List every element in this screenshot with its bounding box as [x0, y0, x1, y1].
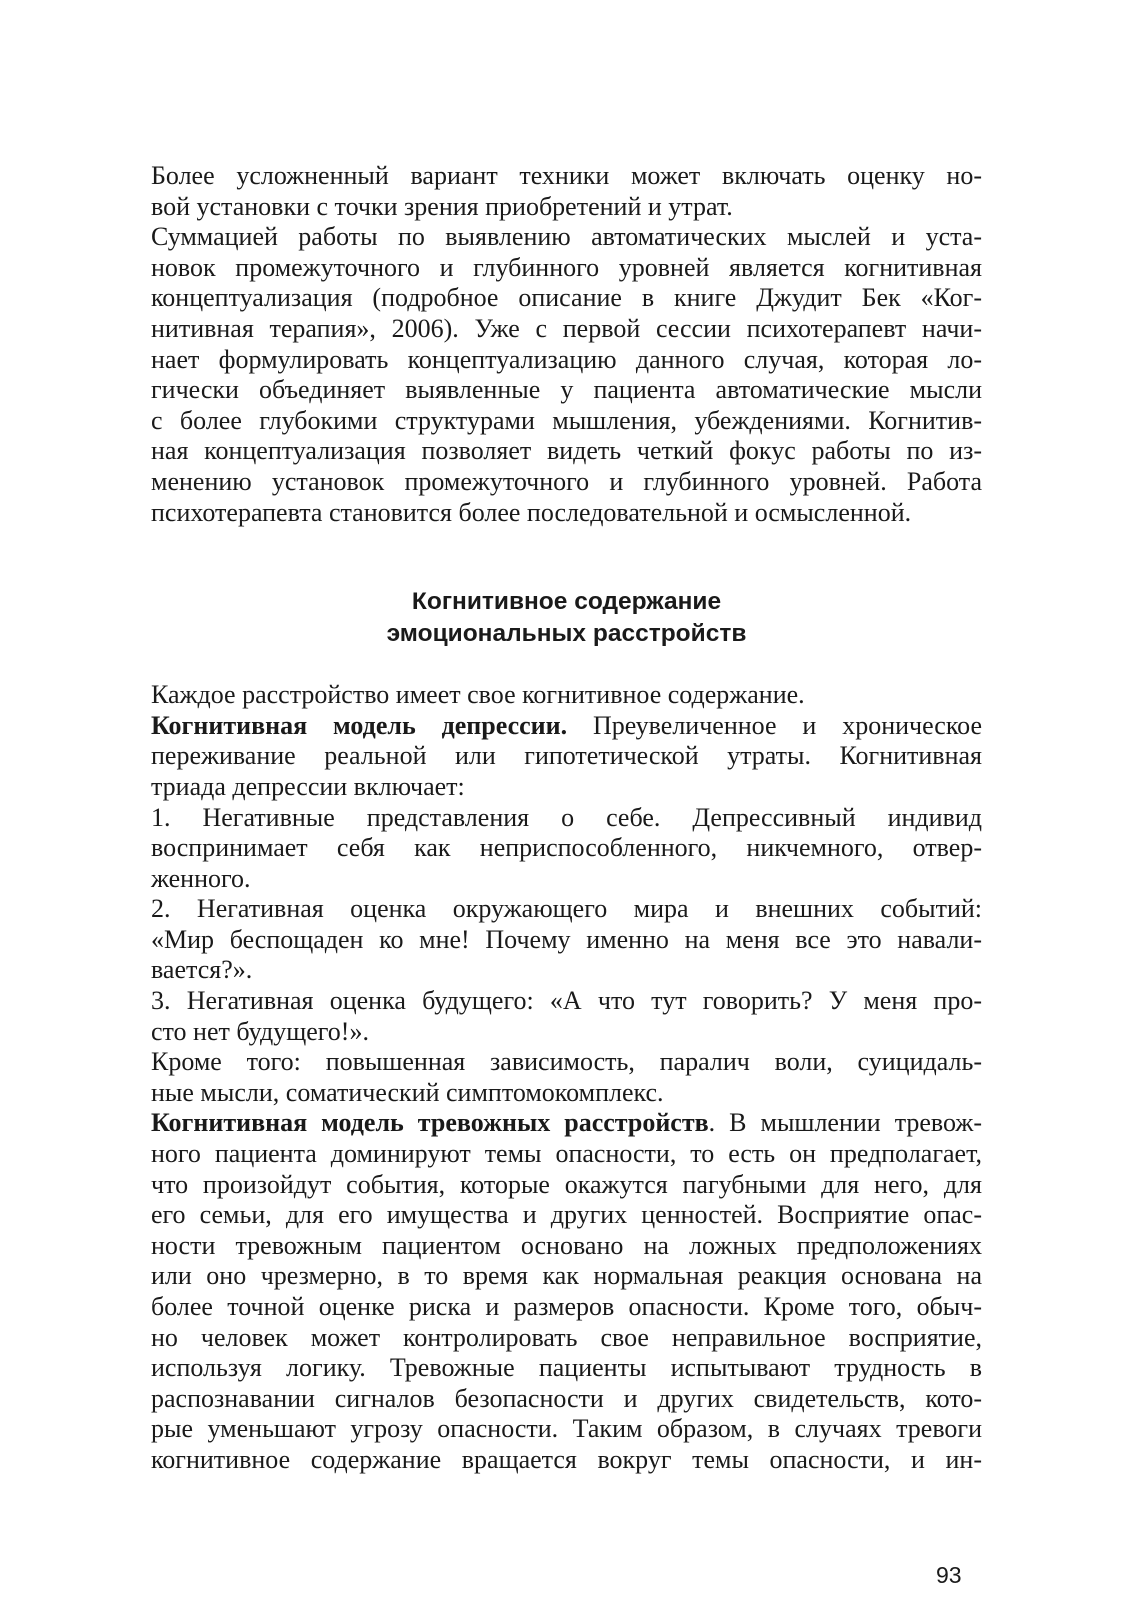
text-line: триада депрессии включает: — [151, 771, 465, 801]
text-line: Кроме того: повышенная зависимость, паралич воли, суицидаль- — [151, 1047, 982, 1077]
text-line: «Мир беспощаден ко мне! Почему именно на меня все это навали- — [151, 924, 982, 954]
list-item-self — [151, 803, 982, 895]
text-line: ного пациента доминируют темы опасности, то есть он предполагает, — [151, 1139, 982, 1169]
text-line: ности тревожным пациентом основано на ложных предположениях — [151, 1230, 982, 1260]
text-line: воспринимает себя как неприспособленного, никчемного, отвер- — [151, 833, 982, 863]
paragraph-intro — [151, 680, 982, 711]
paragraph-technique-variant — [151, 161, 982, 222]
text-line: или оно чрезмерно, в то время как нормальная реакция основана на — [151, 1261, 982, 1291]
text-line: его семьи, для его имущества и других ценностей. Восприятие опас- — [151, 1200, 982, 1230]
text-line: сто нет будущего!». — [151, 1016, 369, 1046]
text-line: менению установок промежуточного и глубинного уровней. Работа — [151, 466, 982, 496]
text-line: гически объединяет выявленные у пациента автоматические мысли — [151, 375, 982, 405]
text-line: но человек может контролировать свое неправильное восприятие, — [151, 1322, 982, 1352]
paragraph-depression-model — [151, 711, 982, 803]
text-line: распознавании сигналов безопасности и других свидетельств, кото- — [151, 1383, 982, 1413]
section-heading-line: Когнитивное содержание — [411, 588, 722, 616]
text-line: женного. — [151, 863, 251, 893]
anxiety-model-term: Когнитивная модель тревожных расстройств — [151, 1108, 709, 1138]
section-heading-line: эмоциональных расстройств — [386, 620, 747, 648]
list-item-future — [151, 986, 982, 1047]
text-line: Более усложненный вариант техники может включать оценку но- — [151, 161, 982, 190]
text-fragment: . В мышлении тревож- — [708, 1108, 982, 1138]
text-line: с более глубокими структурами мышления, убеждениями. Когнитив- — [151, 405, 982, 435]
paragraph-conceptualization — [151, 222, 982, 528]
text-line: Суммацией работы по выявлению автоматических мыслей и уста- — [151, 222, 982, 252]
text-line: нитивная терапия», 2006). Уже с первой сессии психотерапевт начи- — [151, 313, 982, 343]
paragraph-anxiety-model — [151, 1108, 982, 1475]
text-line: вой установки с точки зрения приобретений и утрат. — [151, 191, 733, 221]
text-line: нает формулировать концептуализацию данного случая, которая ло- — [151, 344, 982, 374]
text-line: более точной оценке риска и размеров опасности. Кроме того, обыч- — [151, 1292, 982, 1321]
text-line: 2. Негативная оценка окружающего мира и внешних событий: — [151, 894, 982, 924]
text-line: что произойдут события, которые окажутся пагубными для него, для — [151, 1169, 982, 1199]
text-line: рые уменьшают угрозу опасности. Таким образом, в случаях тревоги — [151, 1414, 982, 1444]
text-fragment: Преувеличенное и хроническое — [567, 710, 982, 740]
text-line: психотерапевта становится более последовательной и осмысленной. — [151, 497, 912, 527]
list-item-world — [151, 894, 982, 986]
page-content — [151, 161, 982, 1476]
text-line: 3. Негативная оценка будущего: «А что тут говорить? У меня про- — [151, 986, 982, 1016]
text-line: вается?». — [151, 955, 253, 985]
depression-model-term: Когнитивная модель депрессии. — [151, 710, 568, 740]
text-line: концептуализация (подробное описание в книге Джудит Бек «Ког- — [151, 283, 982, 313]
text-line — [151, 1108, 982, 1139]
text-line — [151, 711, 982, 742]
text-line: Каждое расстройство имеет свое когнитивное содержание. — [151, 680, 805, 710]
section-heading — [151, 586, 982, 650]
text-line: переживание реальной или гипотетической утраты. Когнитивная — [151, 741, 982, 771]
text-line: когнитивное содержание вращается вокруг темы опасности, и ин- — [151, 1444, 982, 1474]
text-line: ные мысли, соматический симптомокомплекс. — [151, 1077, 664, 1107]
text-line: используя логику. Тревожные пациенты испытывают трудность в — [151, 1353, 982, 1383]
paragraph-additional-symptoms — [151, 1047, 982, 1108]
text-line: ная концептуализация позволяет видеть четкий фокус работы по из- — [151, 436, 982, 466]
page-number: 93 — [936, 1562, 962, 1588]
text-line: новок промежуточного и глубинного уровней является когнитивная — [151, 252, 982, 282]
text-line: 1. Негативные представления о себе. Депрессивный индивид — [151, 802, 982, 832]
